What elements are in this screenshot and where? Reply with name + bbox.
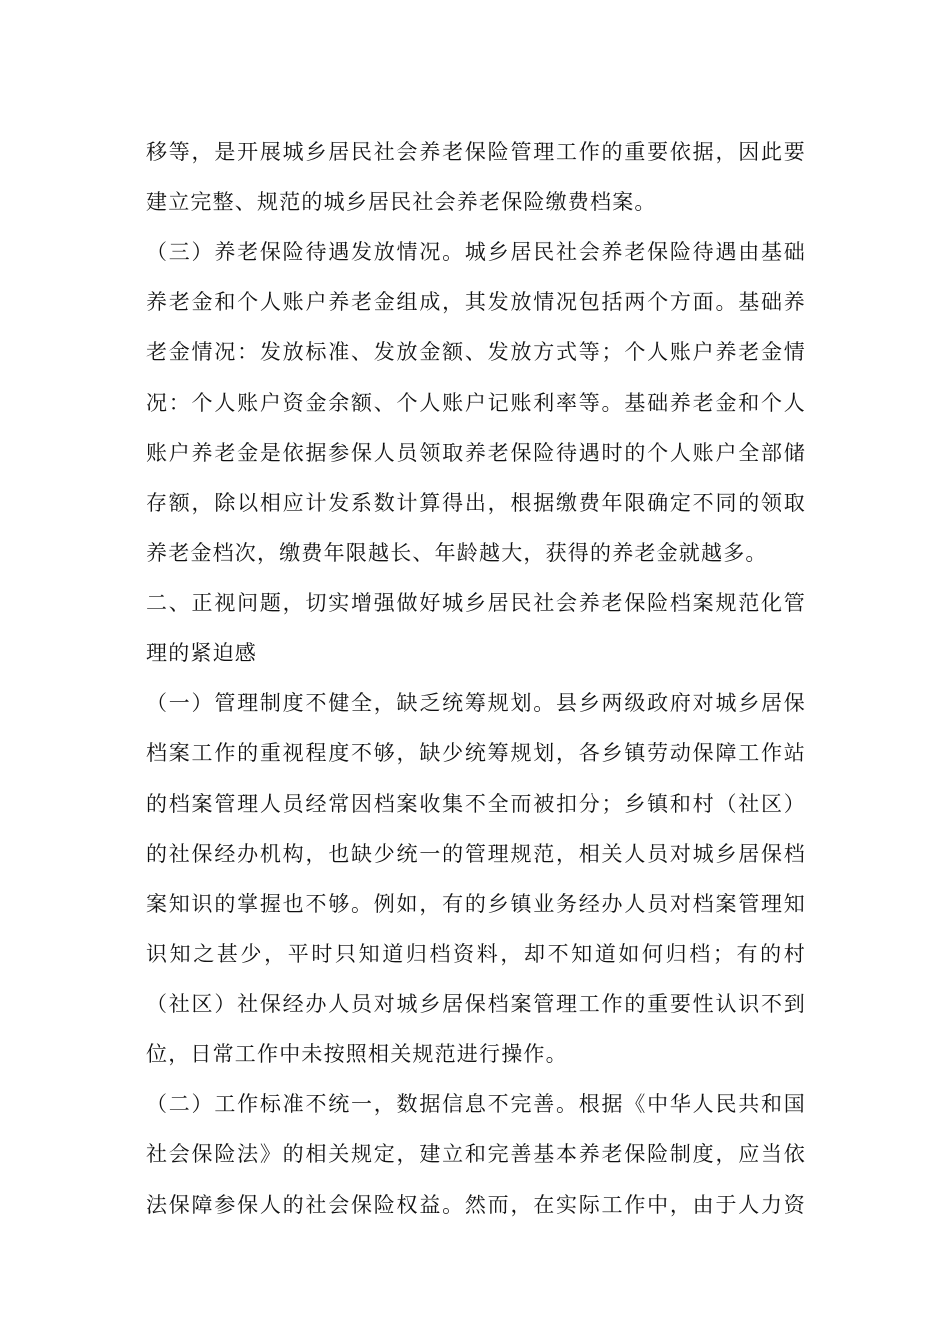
text-line: （社区）社保经办人员对城乡居保档案管理工作的重要性认识不到 [146, 992, 806, 1016]
text-line: 养老金和个人账户养老金组成，其发放情况包括两个方面。基础养 [146, 290, 806, 314]
text-line: 法保障参保人的社会保险权益。然而，在实际工作中，由于人力资 [146, 1193, 806, 1217]
text-line: 养老金档次，缴费年限越长、年龄越大，获得的养老金就越多。 [146, 541, 768, 565]
text-line: 存额，除以相应计发系数计算得出，根据缴费年限确定不同的领取 [146, 491, 806, 515]
text-line: 识知之甚少，平时只知道归档资料，却不知道如何归档；有的村 [146, 942, 806, 966]
text-line: （二）工作标准不统一，数据信息不完善。根据《中华人民共和国 [146, 1092, 806, 1116]
text-line: 的社保经办机构，也缺少统一的管理规范，相关人员对城乡居保档 [146, 842, 806, 866]
text-line: 的档案管理人员经常因档案收集不全而被扣分；乡镇和村（社区） [146, 792, 806, 816]
text-line: 案知识的掌握也不够。例如，有的乡镇业务经办人员对档案管理知 [146, 892, 806, 916]
text-line: （三）养老保险待遇发放情况。城乡居民社会养老保险待遇由基础 [146, 240, 806, 264]
text-line: 位，日常工作中未按照相关规范进行操作。 [146, 1042, 568, 1066]
text-line: 账户养老金是依据参保人员领取养老保险待遇时的个人账户全部储 [146, 441, 806, 465]
text-line: 建立完整、规范的城乡居民社会养老保险缴费档案。 [146, 190, 657, 214]
text-line: 社会保险法》的相关规定，建立和完善基本养老保险制度，应当依 [146, 1142, 806, 1166]
text-line: 移等，是开展城乡居民社会养老保险管理工作的重要依据，因此要 [146, 140, 806, 164]
section-heading: 二、正视问题，切实增强做好城乡居民社会养老保险档案规范化管 [146, 591, 806, 615]
text-line: 况：个人账户资金余额、个人账户记账利率等。基础养老金和个人 [146, 391, 806, 415]
section-heading: 理的紧迫感 [146, 641, 257, 665]
text-line: 档案工作的重视程度不够，缺少统筹规划，各乡镇劳动保障工作站 [146, 741, 806, 765]
text-line: 老金情况：发放标准、发放金额、发放方式等；个人账户养老金情 [146, 340, 806, 364]
text-line: （一）管理制度不健全，缺乏统筹规划。县乡两级政府对城乡居保 [146, 691, 806, 715]
